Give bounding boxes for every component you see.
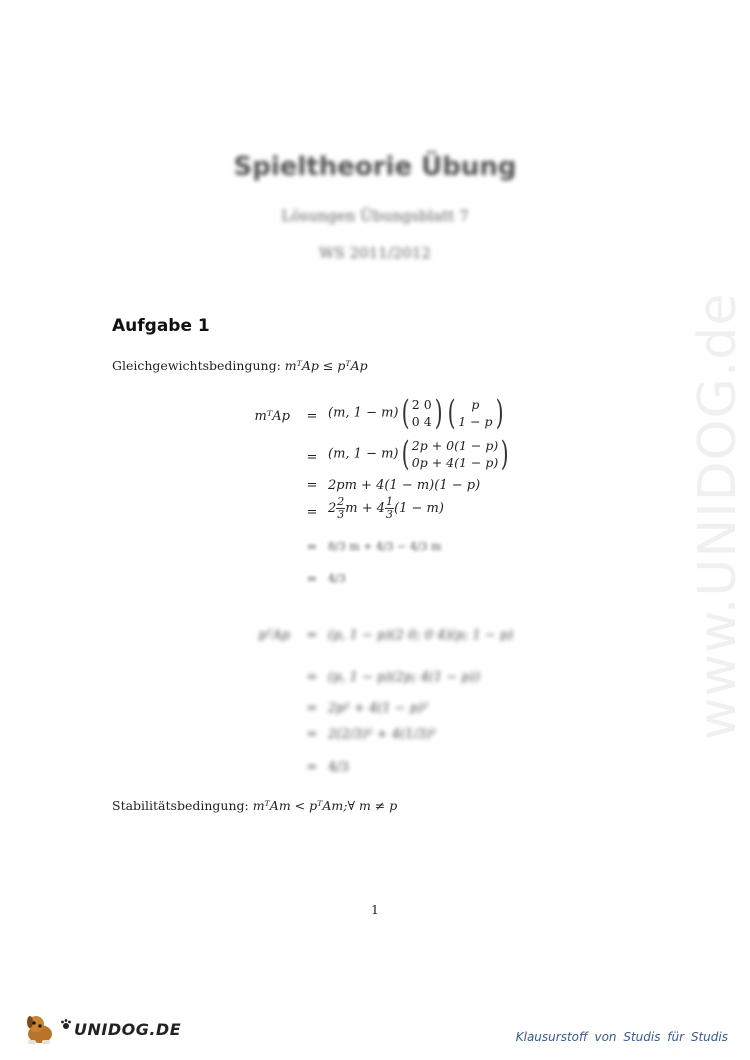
unidog-logo[interactable] xyxy=(22,1012,181,1046)
block1-row2: (m, 1 − m)( 2p + 0(1 − p) 0p + 4(1 − p) ) xyxy=(328,434,509,474)
block1-rel-3: = xyxy=(306,478,318,493)
block2-rel-1: = xyxy=(306,628,318,643)
block2-rel-5: = xyxy=(306,760,318,775)
block1-row4: 2 $\frac{2}{3}$ m + 4 $\frac{1}{3}$ (1 − m) xyxy=(328,495,444,521)
block1-row2-vector: 2p + 0(1 − p) 0p + 4(1 − p) xyxy=(411,438,499,470)
block2-lhs: pᵀAp xyxy=(258,628,290,643)
watermark: www.UNIDOG.de xyxy=(688,292,748,740)
document-title: Spieltheorie Übung xyxy=(233,152,517,182)
document-subtitle: Lösungen Übungsblatt 7 xyxy=(281,207,469,225)
block1-row1: (m, 1 − m)( 2 0 0 4 ) ( p 1 − p ) xyxy=(328,393,504,433)
block2-row3: 2p² + 4(1 − p)² xyxy=(328,701,429,716)
block1-vector: p 1 − p xyxy=(458,397,493,429)
block1-row1-prefix: (m, 1 − m) xyxy=(328,405,399,421)
block2-row2: (p, 1 − p)(2p; 4(1 − p)) xyxy=(328,670,480,685)
block1-rel-4: = xyxy=(306,505,318,520)
stability-label: Stabilitätsbedingung: xyxy=(112,798,249,813)
block2-rel-4: = xyxy=(306,727,318,742)
block2-row1: (p, 1 − p)(2 0; 0 4)(p; 1 − p) xyxy=(328,628,514,643)
footer-tagline: Klausurstoff von Studis für Studis xyxy=(515,1030,728,1044)
block2-rel-3: = xyxy=(306,701,318,716)
document-semester: WS 2011/2012 xyxy=(319,244,431,262)
block1-row5: 8/3 m + 4/3 − 4/3 m xyxy=(328,540,442,553)
block1-row2-prefix: (m, 1 − m) xyxy=(328,446,399,462)
equilibrium-expression: mᵀAp ≤ pᵀAp xyxy=(284,358,368,373)
block2-row4: 2(2/3)² + 4(1/3)² xyxy=(328,727,437,742)
block1-lhs: mᵀAp xyxy=(254,409,290,424)
block2-row5: 4/3 xyxy=(328,760,349,775)
block2-rel-2: = xyxy=(306,670,318,685)
stability-expression: mᵀAm < pᵀAm;∀ m ≠ p xyxy=(252,798,398,813)
equilibrium-label: Gleichgewichtsbedingung: xyxy=(112,358,281,373)
block1-rel-1: = xyxy=(306,409,318,424)
dog-mascot-icon xyxy=(22,1012,58,1046)
logo-text: UNIDOG.DE xyxy=(74,1019,182,1039)
block1-row6: 4/3 xyxy=(328,572,346,585)
stability-condition xyxy=(112,798,397,813)
block1-row3: 2pm + 4(1 − m)(1 − p) xyxy=(328,478,481,493)
block1-matrix: 2 0 0 4 xyxy=(411,397,432,429)
paw-icon xyxy=(60,1018,72,1030)
block1-rel-2: = xyxy=(306,450,318,465)
page-number: 1 xyxy=(371,902,379,917)
block1-rel-6: = xyxy=(306,572,318,587)
section-heading: Aufgabe 1 xyxy=(112,316,210,336)
equilibrium-condition xyxy=(112,358,368,373)
block1-rel-5: = xyxy=(306,540,318,555)
